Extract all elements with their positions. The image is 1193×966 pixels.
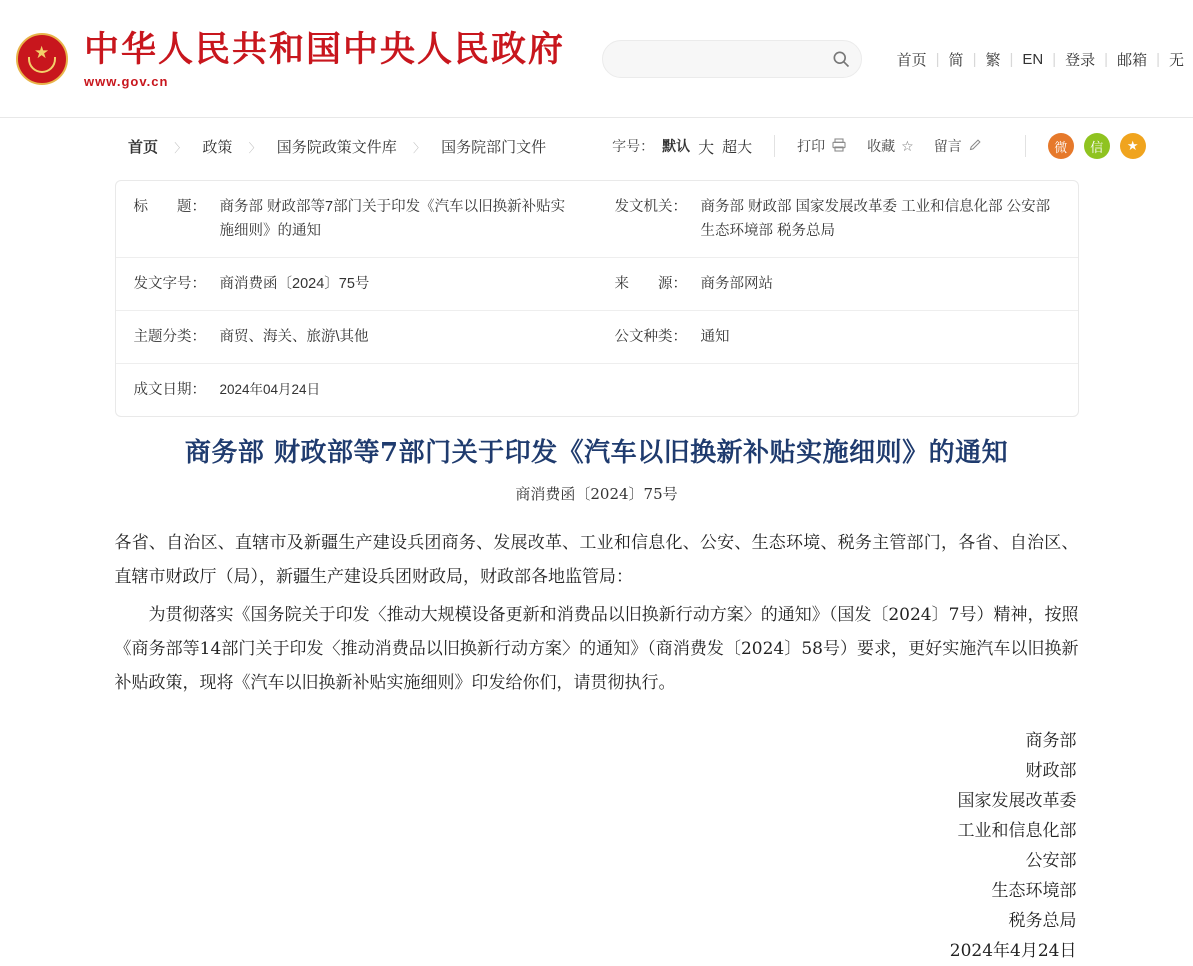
site-header <box>0 0 1193 118</box>
link-separator: | <box>1009 50 1014 68</box>
top-link-simplified[interactable]: 简 <box>948 51 964 69</box>
meta-doc-type-value: 通知 <box>700 329 730 345</box>
meta-date-key: 成文日期： <box>133 382 206 398</box>
meta-doc-type-cell <box>597 311 1078 363</box>
breadcrumb-item-policy[interactable]: 政策 <box>202 138 233 156</box>
meta-category-cell <box>116 311 597 363</box>
link-separator: | <box>1052 50 1057 68</box>
paragraph-recipients: 各省、自治区、直辖市及新疆生产建设兵团商务、发展改革、工业和信息化、公安、生态环境、税务主管部门，各省、自治区、直辖市财政厅（局），新疆生产建设兵团财政局，财政部各地监管局： <box>114 533 1079 587</box>
link-separator: | <box>935 50 940 68</box>
top-link-home[interactable]: 首页 <box>896 51 927 69</box>
paragraph-main: 为贯彻落实《国务院关于印发〈推动大规模设备更新和消费品以旧换新行动方案〉的通知》（国发〔2024〕7号）精神，按照《商务部等14部门关于印发〈推动消费品以旧换新行动方案〉的通知》（商消费发〔2024〕58号）要求，更好实施汽车以旧换新补贴政策，现将《汽车以旧换新补贴实施细则》印发给你们，请贯彻执行。 <box>114 605 1079 693</box>
font-size-large[interactable]: 大 <box>698 139 715 157</box>
meta-title-value: 商务部 财政部等7部门关于印发《汽车以旧换新补贴实施细则》的通知 <box>219 199 566 239</box>
font-size-default[interactable]: 默认 <box>662 138 691 154</box>
site-title: 中华人民共和国中央人民政府 <box>84 30 566 70</box>
signature-block <box>115 726 1079 966</box>
comment-label: 留言 <box>933 138 962 154</box>
font-size-label: 字号： <box>612 138 655 154</box>
article <box>115 417 1079 966</box>
meta-row <box>116 258 1078 311</box>
link-separator: | <box>1104 50 1109 68</box>
print-button[interactable] <box>797 136 847 156</box>
meta-issuing-agency-key: 发文机关： <box>614 199 687 215</box>
meta-row <box>116 181 1078 258</box>
signature-line: 税务总局 <box>1008 911 1077 931</box>
meta-issuing-agency-value: 商务部 财政部 国家发展改革委 工业和信息化部 公安部 生态环境部 税务总局 <box>700 199 1051 239</box>
favorite-round-icon[interactable]: ★ <box>1120 133 1146 159</box>
breadcrumb <box>128 136 546 157</box>
link-separator: | <box>1156 50 1160 68</box>
meta-category-value: 商贸、海关、旅游\其他 <box>219 329 369 345</box>
meta-source-key: 来 源： <box>614 276 687 292</box>
top-link-english[interactable]: EN <box>1022 50 1044 68</box>
site-brand[interactable] <box>84 28 565 89</box>
font-size-group <box>612 135 752 158</box>
national-emblem-icon: ★ <box>14 31 70 87</box>
chevron-right-icon: 〉 <box>412 140 425 155</box>
chevron-right-icon: 〉 <box>248 140 261 155</box>
divider <box>1025 135 1026 157</box>
print-label: 打印 <box>797 138 826 154</box>
breadcrumb-item-department-docs[interactable]: 国务院部门文件 <box>441 138 547 156</box>
star-outline-icon[interactable]: ☆ <box>901 137 914 154</box>
signature-line: 国家发展改革委 <box>957 791 1077 811</box>
breadcrumb-toolbar <box>0 118 1193 174</box>
search-box[interactable] <box>602 40 862 78</box>
meta-title-cell <box>116 181 597 257</box>
top-links <box>888 49 1193 70</box>
weibo-icon[interactable]: 微 <box>1048 133 1074 159</box>
meta-date-value: 2024年04月24日 <box>219 382 321 397</box>
meta-document-number-key: 发文字号： <box>133 276 206 292</box>
document-body <box>115 526 1079 700</box>
share-icons <box>1048 133 1156 159</box>
link-separator: | <box>972 50 977 68</box>
signature-date: 2024年4月24日 <box>949 941 1077 961</box>
pencil-icon[interactable] <box>968 137 983 155</box>
signature-line: 商务部 <box>1025 731 1077 751</box>
chevron-right-icon: 〉 <box>174 140 187 155</box>
meta-row <box>116 311 1078 364</box>
site-url: www.gov.cn <box>84 74 169 89</box>
meta-document-number-value: 商消费函〔2024〕75号 <box>219 276 370 292</box>
top-link-traditional[interactable]: 繁 <box>985 51 1001 69</box>
meta-document-number-cell <box>116 258 597 310</box>
meta-issuing-agency-cell <box>597 181 1078 257</box>
printer-icon[interactable] <box>831 137 847 156</box>
meta-source-value: 商务部网站 <box>700 276 773 292</box>
signature-line: 财政部 <box>1025 761 1077 781</box>
signature-line: 工业和信息化部 <box>957 821 1077 841</box>
top-link-mail[interactable]: 邮箱 <box>1117 51 1148 69</box>
meta-category-key: 主题分类： <box>133 329 206 345</box>
comment-button[interactable] <box>934 136 983 156</box>
meta-doc-type-key: 公文种类： <box>614 329 687 345</box>
breadcrumb-item-policy-library[interactable]: 国务院政策文件库 <box>276 138 397 156</box>
signature-line: 生态环境部 <box>991 881 1077 901</box>
breadcrumb-item-home[interactable]: 首页 <box>128 138 159 156</box>
page-title: 商务部 财政部等7部门关于印发《汽车以旧换新补贴实施细则》的通知 <box>184 438 1009 468</box>
signature-line: 公安部 <box>1025 851 1077 871</box>
favorite-button[interactable] <box>867 136 914 156</box>
page-tools <box>612 133 1156 159</box>
font-size-extra-large[interactable]: 超大 <box>722 138 753 156</box>
meta-row <box>116 364 1078 416</box>
header-right <box>602 40 1193 78</box>
document-number: 商消费函〔2024〕75号 <box>515 485 678 503</box>
favorite-label: 收藏 <box>867 138 896 154</box>
top-link-login[interactable]: 登录 <box>1065 51 1096 69</box>
document-meta-table <box>115 180 1079 417</box>
search-input[interactable] <box>621 50 831 68</box>
meta-source-cell <box>597 258 1078 310</box>
wechat-icon[interactable]: 信 <box>1084 133 1110 159</box>
divider <box>774 135 775 157</box>
top-link-more[interactable]: 无 <box>1168 51 1184 69</box>
search-icon[interactable] <box>831 49 851 69</box>
meta-title-key: 标 题： <box>133 199 206 215</box>
meta-date-cell <box>116 364 1078 416</box>
